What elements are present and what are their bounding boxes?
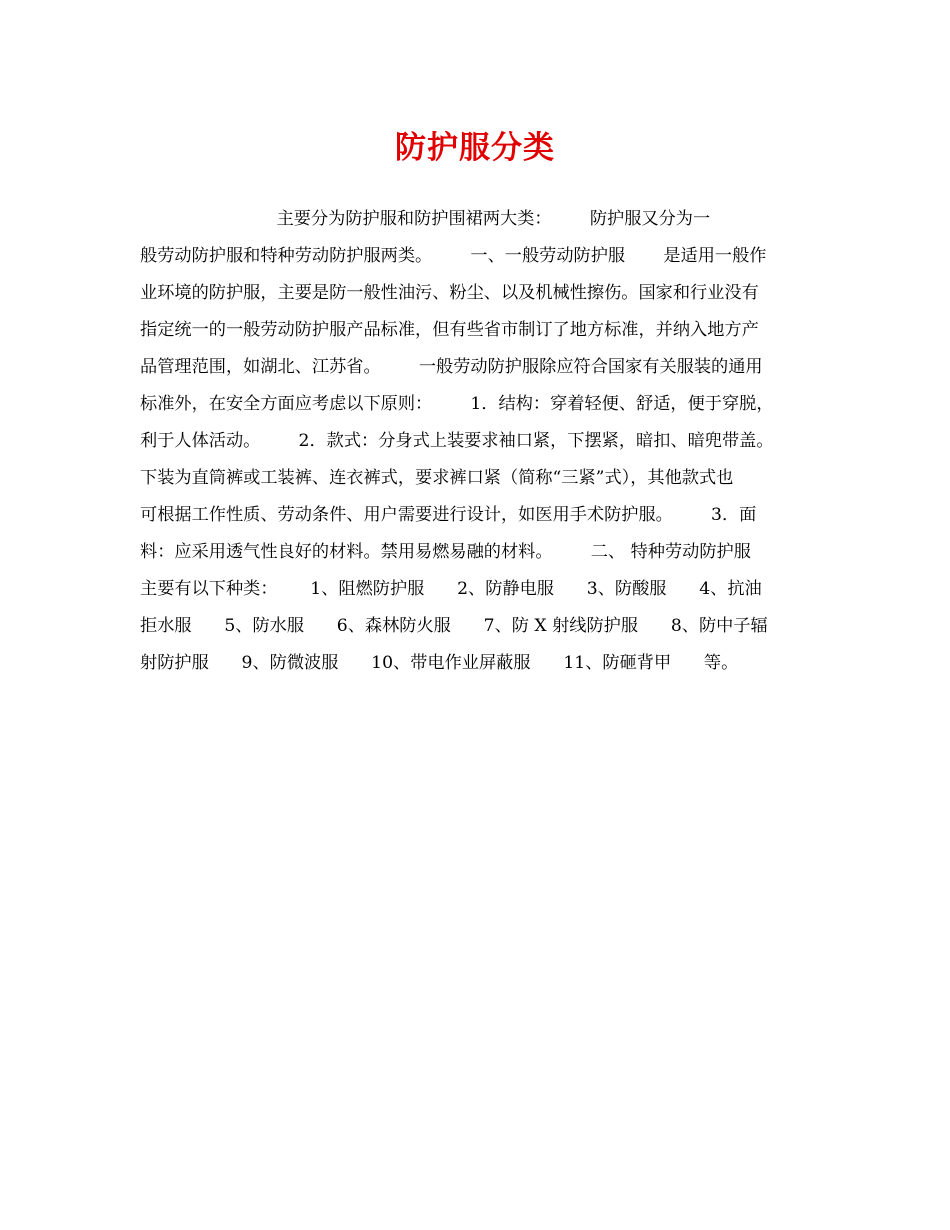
body-line: 标准外，在安全方面应考虑以下原则： 1．结构：穿着轻便、舒适，便于穿脱， [140,394,774,414]
body-line: 可根据工作性质、劳动条件、用户需要进行设计，如医用手术防护服。 3．面 [140,505,757,525]
body-line: 主要有以下种类： 1、阻燃防护服 2、防静电服 3、防酸服 4、抗油 [140,579,762,599]
body-line: 般劳动防护服和特种劳动防护服两类。 一、一般劳动防护服 是适用一般作 [140,246,767,266]
body-line: 射防护服 9、防微波服 10、带电作业屏蔽服 11、防砸背甲 等。 [140,653,739,673]
body-line: 料：应采用透气性良好的材料。禁用易燃易融的材料。 二、 特种劳动防护服 [140,542,751,562]
body-line: 拒水服 5、防水服 6、森林防火服 7、防 X 射线防护服 8、防中子辐 [140,616,768,636]
body-line: 主要分为防护服和防护围裙两大类： 防护服又分为一 [140,209,711,229]
body-line: 品管理范围，如湖北、江苏省。 一般劳动防护服除应符合国家有关服装的通用 [140,357,763,377]
document-body [140,201,820,682]
body-line: 利于人体活动。 2．款式：分身式上装要求袖口紧，下摆紧，暗扣、暗兜带盖。 [140,431,774,451]
body-line: 下装为直筒裤或工装裤、连衣裤式，要求裤口紧（简称“三紧”式），其他款式也 [140,468,734,488]
body-line: 业环境的防护服，主要是防一般性油污、粉尘、以及机械性擦伤。国家和行业没有 [140,283,759,303]
body-line: 指定统一的一般劳动防护服产品标准，但有些省市制订了地方标准，并纳入地方产 [140,320,759,340]
document-title: 防护服分类 [395,130,555,166]
